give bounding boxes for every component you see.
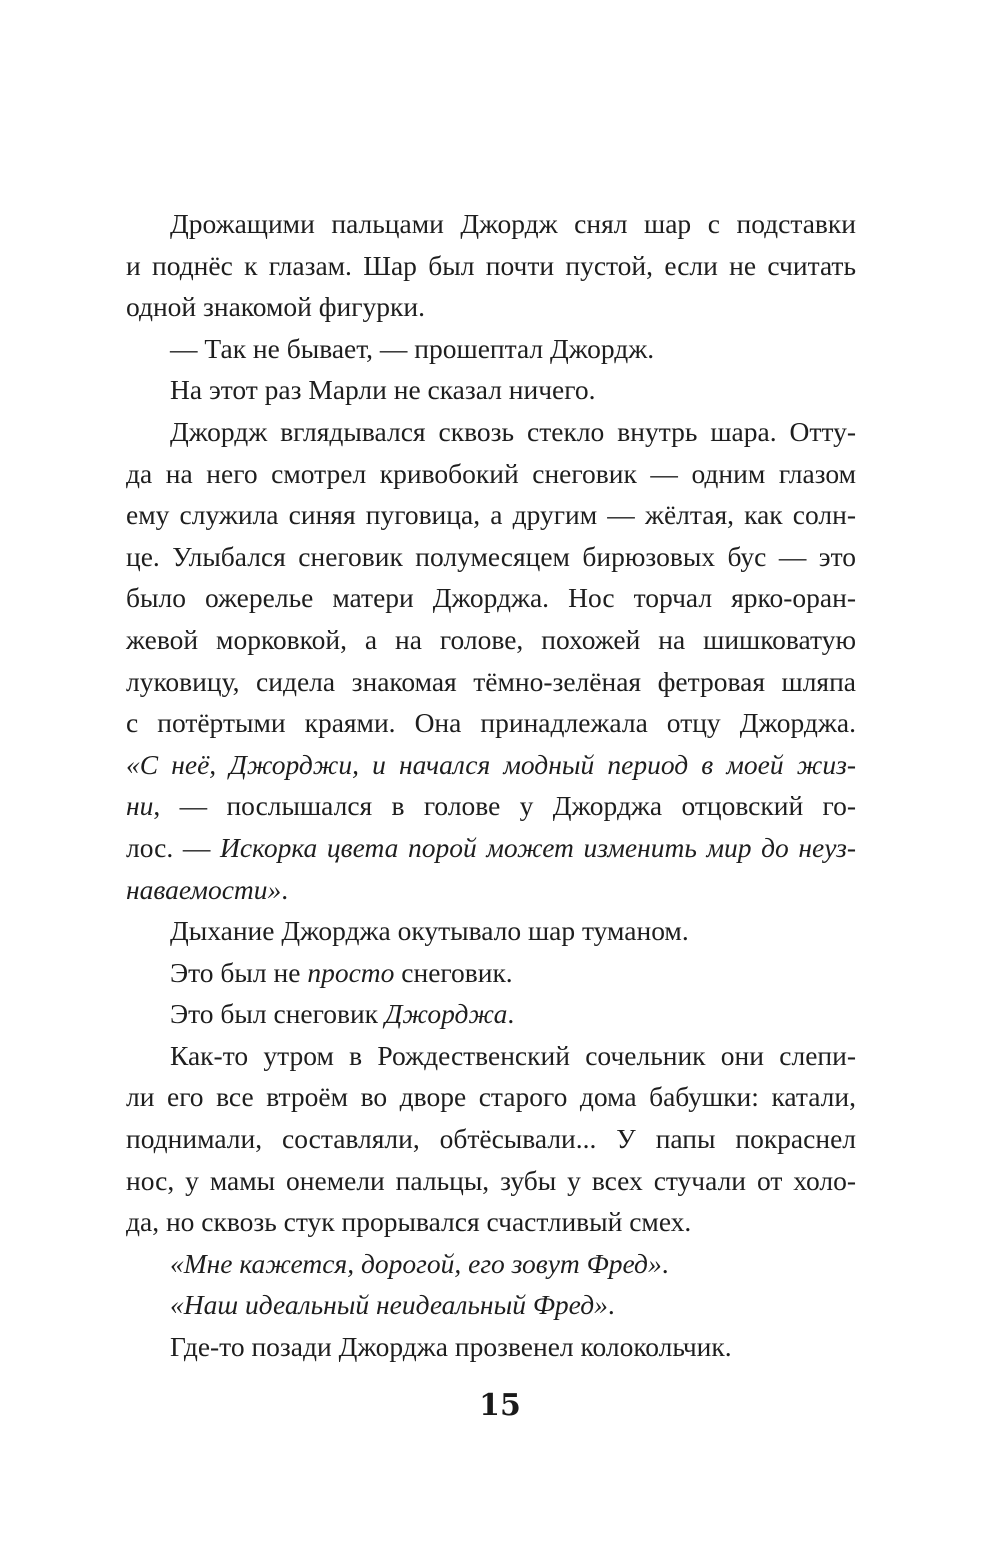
italic-text: Джорджа	[384, 998, 508, 1030]
text-line	[126, 619, 856, 661]
text-line	[126, 952, 856, 994]
text-line	[126, 536, 856, 578]
text-line	[126, 1243, 856, 1285]
text-line	[126, 1201, 856, 1243]
italic-text: «Наш идеальный неидеальный Фред»	[170, 1289, 608, 1321]
italic-text: «С неё, Джорджи, и начался модный период в моей жиз-	[126, 748, 856, 780]
text-line	[126, 1160, 856, 1202]
book-page-text	[126, 203, 856, 1368]
text-segment: Джордж вглядывался сквозь стекло внутрь шара. Отту-	[170, 415, 856, 447]
text-line	[126, 245, 856, 287]
text-line	[126, 744, 856, 786]
text-segment: нос, у мамы онемели пальцы, зубы у всех стучали от холо-	[126, 1164, 856, 1196]
text-segment: да на него смотрел кривобокий снеговик — одним глазом	[126, 457, 856, 489]
text-line	[126, 411, 856, 453]
text-segment: Это был снеговик	[170, 998, 385, 1030]
text-segment: жевой морковкой, а на голове, похожей на шишковатую	[126, 623, 856, 655]
text-segment: да, но сквозь стук прорывался счастливый смех.	[126, 1206, 692, 1238]
text-segment: , — послышался в голове у Джорджа отцовский го-	[153, 790, 856, 822]
text-segment: Дыхание Джорджа окутывало шар туманом.	[170, 915, 689, 947]
text-line	[126, 702, 856, 744]
page-number: 15	[479, 1388, 521, 1423]
text-segment: На этот раз Марли не сказал ничего.	[170, 374, 596, 406]
text-segment: с потёртыми краями. Она принадлежала отцу Джорджа.	[126, 707, 856, 739]
text-segment: одной знакомой фигурки.	[126, 291, 425, 323]
text-segment: це. Улыбался снеговик полумесяцем бирюзовых бус — это	[126, 540, 856, 572]
text-segment: было ожерелье матери Джорджа. Нос торчал ярко-оран-	[126, 582, 856, 614]
text-segment: .	[607, 1289, 615, 1321]
text-segment: снеговик.	[394, 956, 513, 988]
text-segment: ли его все втроём во дворе старого дома бабушки: катали,	[126, 1081, 856, 1113]
text-line	[126, 494, 856, 536]
text-line	[126, 993, 856, 1035]
text-line	[126, 785, 856, 827]
italic-text: «Мне кажется, дорогой, его зовут Фред»	[170, 1247, 662, 1279]
text-line	[126, 1076, 856, 1118]
text-segment: Это был не	[170, 956, 308, 988]
text-line	[126, 1118, 856, 1160]
text-line	[126, 910, 856, 952]
text-line	[126, 1284, 856, 1326]
text-segment: ему служила синяя пуговица, а другим — жёлтая, как солн-	[126, 499, 856, 531]
text-segment: лос. —	[126, 831, 220, 863]
text-line	[126, 369, 856, 411]
text-line	[126, 328, 856, 370]
text-line	[126, 453, 856, 495]
text-line	[126, 827, 856, 869]
text-segment: .	[281, 873, 289, 905]
text-segment: — Так не бывает, — прошептал Джордж.	[170, 332, 655, 364]
text-line	[126, 869, 856, 911]
text-line	[126, 1326, 856, 1368]
text-line	[126, 577, 856, 619]
text-line	[126, 661, 856, 703]
text-segment: Где-то позади Джорджа прозвенел колокольчик.	[170, 1331, 732, 1363]
text-segment: и поднёс к глазам. Шар был почти пустой, если не считать	[126, 249, 856, 281]
text-segment: Как-то утром в Рождественский сочельник они слепи-	[170, 1039, 856, 1071]
italic-text: ни	[126, 790, 154, 822]
text-segment: луковицу, сидела знакомая тёмно-зелёная фетровая шляпа	[126, 665, 856, 697]
text-segment: .	[507, 998, 515, 1030]
text-line	[126, 286, 856, 328]
italic-text: просто	[307, 956, 395, 988]
text-line	[126, 203, 856, 245]
text-line	[126, 1035, 856, 1077]
italic-text: наваемости»	[126, 873, 282, 905]
text-segment: поднимали, составляли, обтёсывали... У папы покраснел	[126, 1123, 856, 1155]
italic-text: Искорка цвета порой может изменить мир до неуз-	[219, 831, 856, 863]
text-segment: .	[661, 1247, 669, 1279]
text-segment: Дрожащими пальцами Джордж снял шар с подставки	[170, 208, 856, 239]
